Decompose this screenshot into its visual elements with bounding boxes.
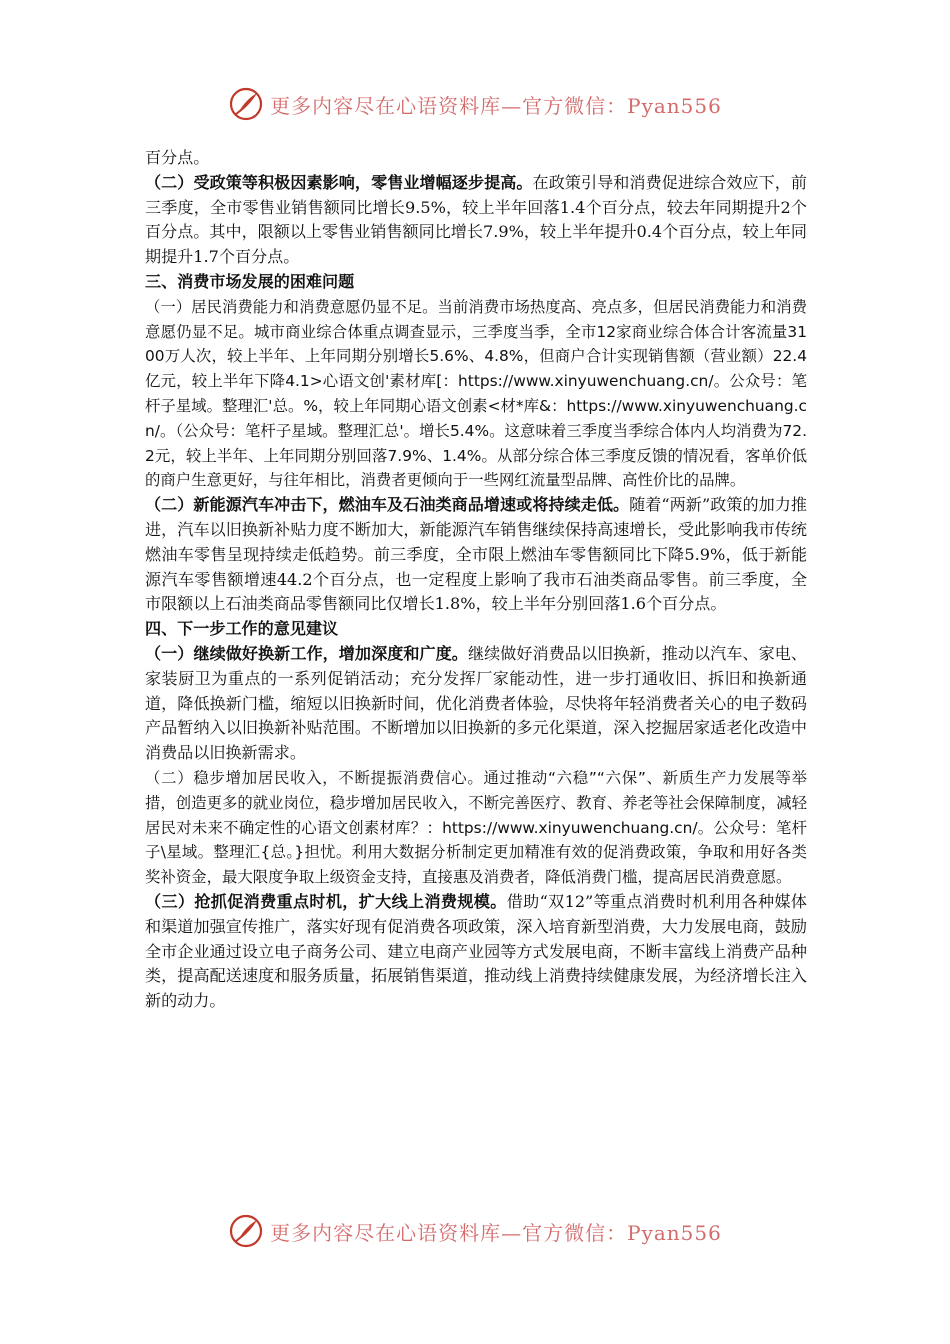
paragraph-3: （一）居民消费能力和消费意愿仍显不足。当前消费市场热度高、亮点多，但居民消费能力和消费意愿仍显不足。城市商业综合体重点调查显示，三季度当季，全市12家商业综合体合计客流量3100万人次，较上半年、上年同期分别增长5.6%、4.8%，但商户合计实现销售额（营业额）22.4亿元，较上半年下降4.1>心语文创'素材库[：https://www.xinyuwenchuang.cn/。公众号：笔杆子星域。整理汇'总。%，较上年同期心语文创素<材*库&：https://www.xinyuwenchuang.cn/。（公众号：笔杆子星域。整理汇总'。增长5.4%。这意味着三季度当季综合体内人均消费为72.2元，较上半年、上年同期分别回落7.9%、1.4%。从部分综合体三季度反馈的情况看，客单价低的商户生意更好，与往年相比，消费者更倾向于一些网红流量型品牌、高性价比的品牌。	[145, 297, 807, 490]
paragraph-4: （二）新能源汽车冲击下，燃油车及石油类商品增速或将持续走低。随着“两新”政策的加力推进，汽车以旧换新补贴力度不断加大，新能源汽车销售继续保持高速增长，受此影响我市传统燃油车零售呈现持续走低趋势。前三季度，全市限上燃油车零售额同比下降5.9%，低于新能源汽车零售额增速44.2个百分点，也一定程度上影响了我市石油类商品零售。前三季度，全市限额以上石油类商品零售额同比仅增长1.8%，较上半年分别回落1.6个百分点。	[145, 495, 807, 614]
banner-text: 更多内容尽在心语资料库—官方微信：Pyan556	[270, 1220, 722, 1245]
paragraph-0: 百分点。	[145, 148, 210, 167]
paragraph-lead: （二）受政策等积极因素影响，零售业增幅逐步提高。	[145, 172, 533, 192]
document-body	[145, 146, 807, 1014]
paragraph-6: （一）继续做好换新工作，增加深度和广度。继续做好消费品以旧换新，推动以汽车、家电、家装厨卫为重点的一系列促销活动；充分发挥厂家能动性，进一步打通收旧、拆旧和换新通道，降低换新门槛，缩短以旧换新时间，优化消费者体验，尽快将年轻消费者关心的电子数码产品暂纳入以旧换新补贴范围。不断增加以旧换新的多元化渠道，深入挖掘居家适老化改造中消费品以旧换新需求。	[145, 643, 807, 763]
section-heading-3: 三、消费市场发展的困难问题	[145, 271, 355, 291]
paragraph-lead: （一）继续做好换新工作，增加深度和广度。	[145, 643, 468, 663]
header-watermark-banner	[0, 84, 950, 124]
paragraph-1: （二）受政策等积极因素影响，零售业增幅逐步提高。在政策引导和消费促进综合效应下，前三季度，全市零售业销售额同比增长9.5%，较上半年回落1.4个百分点，较去年同期提升2个百分点。其中，限额以上零售业销售额同比增长7.9%，较上半年提升0.4个百分点，较上年同期提升1.7个百分点。	[145, 172, 808, 267]
paragraph-8: （三）抢抓促消费重点时机，扩大线上消费规模。借助“双12”等重点消费时机利用各种媒体和渠道加强宣传推广，落实好现有促消费各项政策，深入培育新型消费，大力发展电商，鼓励全市企业通过设立电子商务公司、建立电商产业园等方式发展电商，不断丰富线上消费产品种类，提高配送速度和服务质量，拓展销售渠道，推动线上消费持续健康发展，为经济增长注入新的动力。	[145, 891, 808, 1011]
paragraph-lead: （二）新能源汽车冲击下，燃油车及石油类商品增速或将持续走低。	[145, 495, 630, 515]
banner-text: 更多内容尽在心语资料库—官方微信：Pyan556	[270, 93, 722, 118]
footer-watermark-banner	[0, 1211, 950, 1251]
section-heading-4: 四、下一步工作的意见建议	[145, 619, 339, 639]
paragraph-7: （二）稳步增加居民收入，不断提振消费信心。通过推动“六稳”“六保”、新质生产力发展等举措，创造更多的就业岗位，稳步增加居民收入，不断完善医疗、教育、养老等社会保障制度，减轻居民对未来不确定性的心语文创素材库？：https://www.xinyuwenchuang.cn/。公众号：笔杆子\星域。整理汇{总。}担忧。利用大数据分析制定更加精准有效的促消费政策，争取和用好各类奖补资金，最大限度争取上级资金支持，直接惠及消费者，降低消费门槛，提高居民消费意愿。	[145, 768, 807, 887]
quill-logo-icon	[228, 86, 264, 122]
quill-logo-icon	[228, 1213, 264, 1249]
paragraph-lead: （三）抢抓促消费重点时机，扩大线上消费规模。	[145, 891, 507, 911]
